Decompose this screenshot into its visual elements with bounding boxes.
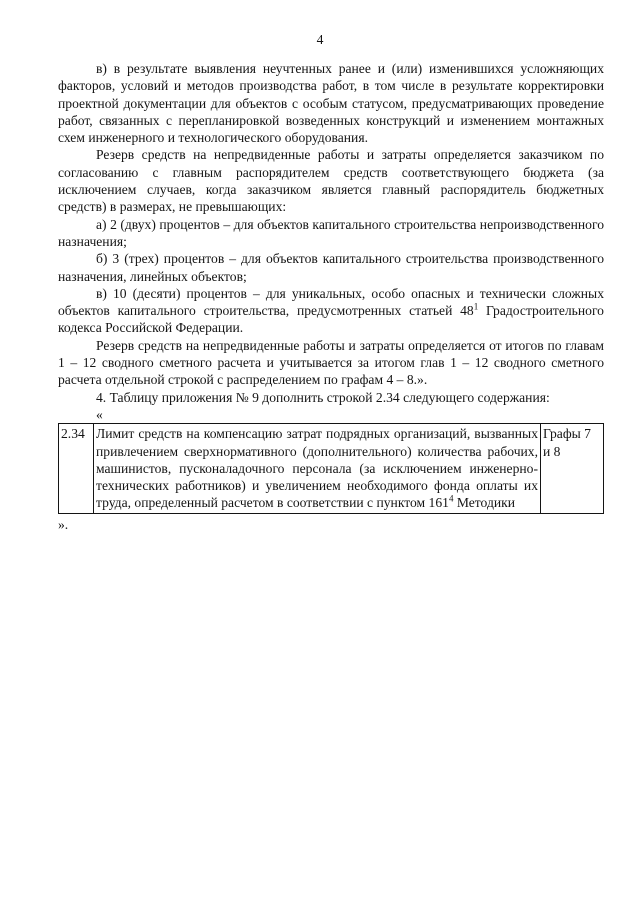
paragraph-reserve-10-percent [58,285,604,337]
row-description-text: Лимит средств на компенсацию затрат подрядных организаций, вызванных привлечением сверхнормативного (дополнительного) количества рабочих, машинистов, пусконаладочного персонала (за исключением инженерно-технических работников) и увеличением необходимого фонда оплаты их труда, определенный расчетом в соответствии с пунктом 161 [96,426,538,511]
document-body [58,60,604,533]
opening-quote: « [96,406,103,422]
table-row [59,424,604,513]
closing-quote: ». [58,516,69,532]
paragraph-reserve-definition: Резерв средств на непредвиденные работы и затраты определяется заказчиком по согласованию с главным распорядителем средств соответствующего бюджета (за исключением случаев, когда заказчиком является главный распорядитель бюджетных средств) в размерах, не превышающих: [58,147,604,215]
paragraph-item-v-reason: в) в результате выявления неучтенных ранее и (или) изменившихся усложняющих факторов, условий и методов производства работ, в том числе в результате корректировки проектной документации для объектов с особым статусом, предусматривающих проведение работ, связанных с перепланировкой возведенных конструкций и изменением монтажных схем инженерного и технологического оборудования. [58,61,604,146]
superscript-article: 1 [473,301,479,312]
row-number-cell: 2.34 [59,424,94,513]
paragraph-table-amendment: 4. Таблицу приложения № 9 дополнить строкой 2.34 следующего содержания: [96,389,550,405]
paragraph-reserve-3-percent: б) 3 (трех) процентов – для объектов капитального строительства производственного назначения, линейных объектов; [58,251,604,284]
row-columns-cell: Графы 7 и 8 [541,424,604,513]
paragraph-reserve-chapters: Резерв средств на непредвиденные работы и затраты определяется от итогов по главам 1 – 12 сводного сметного расчета и учитывается за итогом глав 1 – 12 сводного сметного расчета отдельной строкой с распределением по графам 4 – 8.». [58,337,604,388]
amendment-table [58,423,604,513]
row-description-cell [94,424,541,513]
row-description-tail: Методики [453,495,516,511]
superscript-clause: 4 [448,493,454,504]
paragraph-reserve-10-percent-text: в) 10 (десяти) процентов – для уникальных, особо опасных и технически сложных объектов капитального строительства, предусмотренных статьей 48 [58,285,604,319]
paragraph-reserve-10-percent-tail: Градостроительного кодекса Российской Федерации. [58,303,604,336]
paragraph-reserve-2-percent: а) 2 (двух) процентов – для объектов капитального строительства непроизводственного назначения; [58,216,604,249]
page-number: 4 [316,32,324,47]
